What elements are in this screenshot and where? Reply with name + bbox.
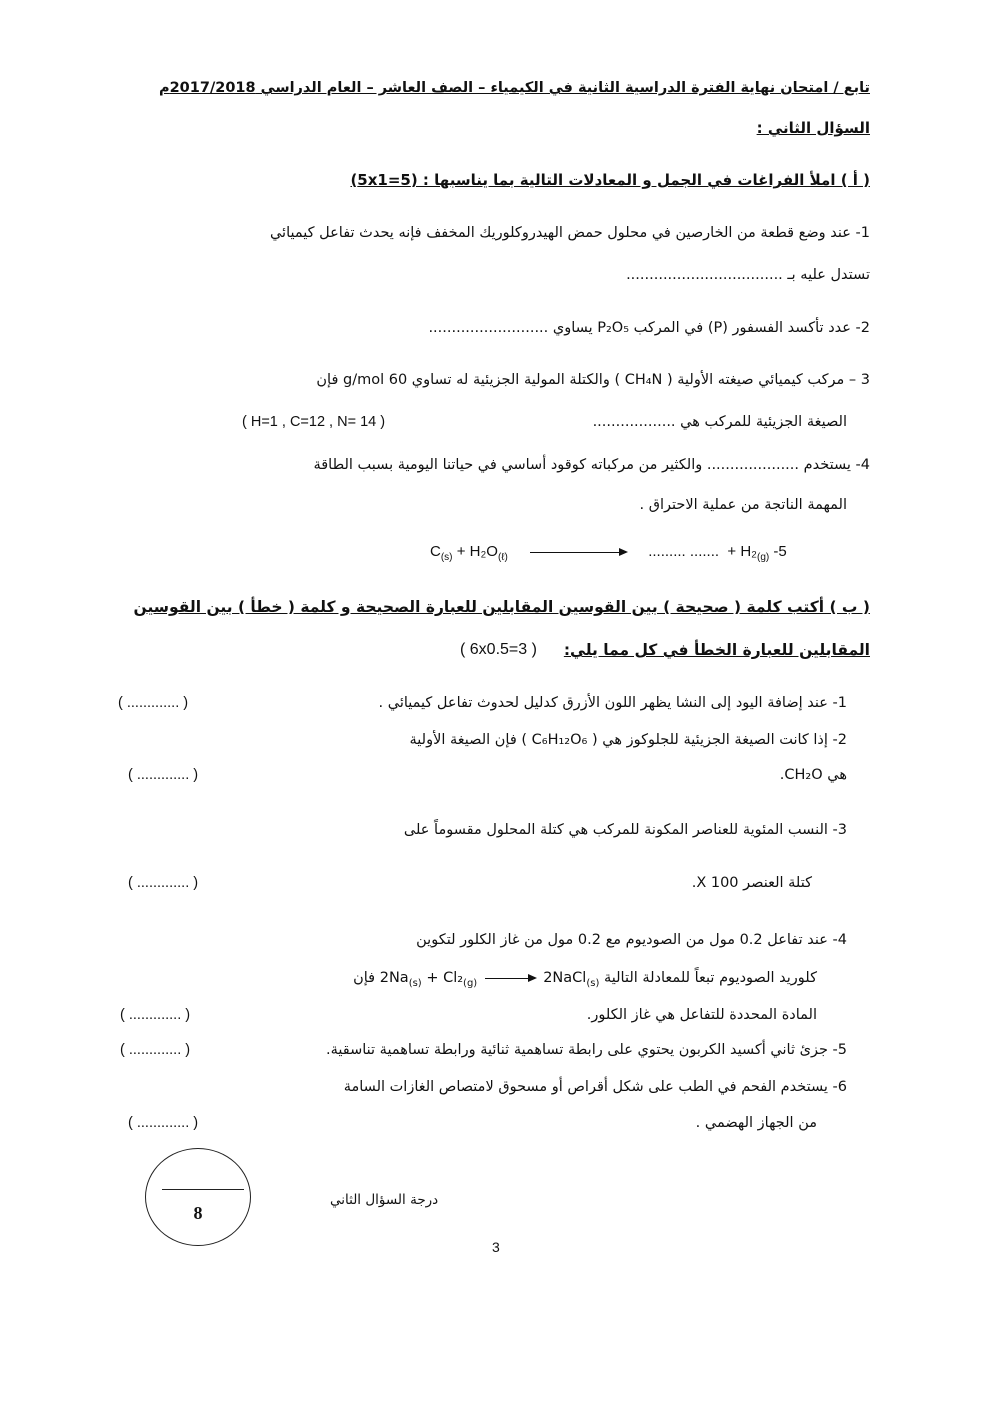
part-a-q1-line1: 1- عند وضع قطعة من الخارصين في محلول حمض الهيدروكلوريك المخفف فإنه يحدث تفاعل كيميائي — [269, 225, 870, 241]
part-a-heading: ( أ ) املأ الفراغات في الجمل و المعادلات التالية بما يناسبها : (5x1=5) — [350, 171, 870, 189]
part-a-q5-equation — [430, 543, 787, 563]
score-circle — [145, 1148, 251, 1246]
reaction-arrow-icon — [530, 552, 626, 553]
score-entry-line[interactable] — [162, 1189, 244, 1190]
part-a-q4-line2: المهمة الناتجة من عملية الاحتراق . — [639, 497, 847, 513]
part-a-q4-line1: 4- يستخدم .................... والكثير من مركباته كوقود أساسي في حياتنا اليومية بسبب الطاقة — [313, 457, 870, 473]
answer-field-1[interactable]: ( ............. ) — [118, 695, 189, 711]
part-b-s4-line3: المادة المحددة للتفاعل هي غاز الكلور. — [586, 1007, 817, 1023]
answer-field-5[interactable]: ( ............. ) — [120, 1042, 191, 1058]
state: (s) — [586, 977, 600, 989]
score-max: 8 — [193, 1203, 203, 1223]
part-b-s3-line1: 3- النسب المئوية للعناصر المكونة للمركب هي كتلة المحلول مقسوماً على — [403, 822, 847, 838]
reactant-sodium: 2Na — [379, 970, 409, 986]
plus: + — [456, 543, 466, 560]
state: (g) — [757, 552, 770, 563]
part-b-s2-line2: هي CH₂O. — [779, 767, 847, 783]
plus: + — [727, 543, 737, 560]
score-label: درجة السؤال الثاني — [330, 1192, 439, 1208]
part-b-s2-line1: 2- إذا كانت الصيغة الجزيئية للجلوكوز هي ( C₆H₁₂O₆ ) فإن الصيغة الأولية — [409, 732, 847, 748]
state: (s) — [408, 977, 422, 989]
part-a-q2: 2- عدد تأكسد الفسفور (P) في المركب P₂O₅ يساوي .......................... — [428, 320, 870, 336]
state: (g) — [463, 977, 478, 989]
item-number: -5 — [773, 543, 787, 560]
part-a-q1-line2: تستدل عليه بـ .................................. — [626, 267, 870, 283]
part-b-marks: ( 6x0.5=3 ) — [460, 641, 537, 658]
part-a-q3-line1: 3 – مركب كيميائي صيغته الأولية ( CH₄N ) والكتلة المولية الجزيئية له تساوي 60 g/mol فإن — [316, 372, 870, 388]
part-b-s4-line2 — [353, 968, 817, 994]
part-b-s6-line1: 6- يستخدم الفحم في الطب على شكل أقراص أو مسحوق لامتصاص الغازات السامة — [343, 1079, 847, 1095]
part-b-heading-line2: المقابلين للعبارة الخطأ في كل مما يلي: — [563, 641, 870, 659]
answer-field-4[interactable]: ( ............. ) — [120, 1007, 191, 1023]
blank: ......... ....... — [648, 543, 720, 560]
reactant-chlorine: Cl₂ — [443, 970, 464, 986]
state: (s) — [440, 552, 453, 563]
reactant-carbon: C — [430, 543, 441, 560]
reactant-water: H₂O — [469, 543, 498, 560]
atomic-masses: ( H=1 , C=12 , N= 14 ) — [242, 414, 386, 430]
part-b-s5: 5- جزئ ثاني أكسيد الكربون يحتوي على رابطة تساهمية ثنائية ورابطة تساهمية تناسقية. — [326, 1042, 847, 1058]
part-b-heading-line1: ( ب ) أكتب كلمة ( صحيحة ) بين القوسين المقابلين للعبارة الصحيحة و كلمة ( خطأ ) بين القوسين — [133, 598, 870, 616]
product-nacl: 2NaCl — [543, 970, 587, 986]
s4-equation — [380, 968, 600, 994]
part-b-s3-line2: كتلة العنصر X 100. — [691, 875, 812, 891]
exam-header: تابع / امتحان نهاية الفترة الدراسية الثانية في الكيمياء – الصف العاشر – العام الدراسي 2017/2018م — [158, 80, 870, 96]
question-title: السؤال الثاني : — [756, 119, 870, 137]
answer-field-3[interactable]: ( ............. ) — [128, 875, 199, 891]
state: (ℓ) — [497, 552, 508, 563]
part-b-s4-line1: 4- عند تفاعل 0.2 مول من الصوديوم مع 0.2 مول من غاز الكلور لتكوين — [416, 932, 847, 948]
part-a-q3-line2: الصيغة الجزيئية للمركب هي .................. — [592, 414, 847, 430]
page-number: 3 — [492, 1239, 500, 1255]
plus: + — [426, 970, 439, 986]
part-b-s6-line2: من الجهاز الهضمي . — [695, 1115, 817, 1131]
answer-field-2[interactable]: ( ............. ) — [128, 767, 199, 783]
s4-text-end: فإن — [353, 970, 376, 986]
s4-text: كلوريد الصوديوم تبعاً للمعادلة التالية — [603, 970, 817, 986]
part-b-s1: 1- عند إضافة اليود إلى النشا يظهر اللون الأزرق كدليل لحدوث تفاعل كيميائي . — [378, 695, 847, 711]
product-hydrogen: H₂ — [740, 543, 757, 560]
answer-field-6[interactable]: ( ............. ) — [128, 1115, 199, 1131]
reaction-arrow-icon — [485, 978, 535, 979]
